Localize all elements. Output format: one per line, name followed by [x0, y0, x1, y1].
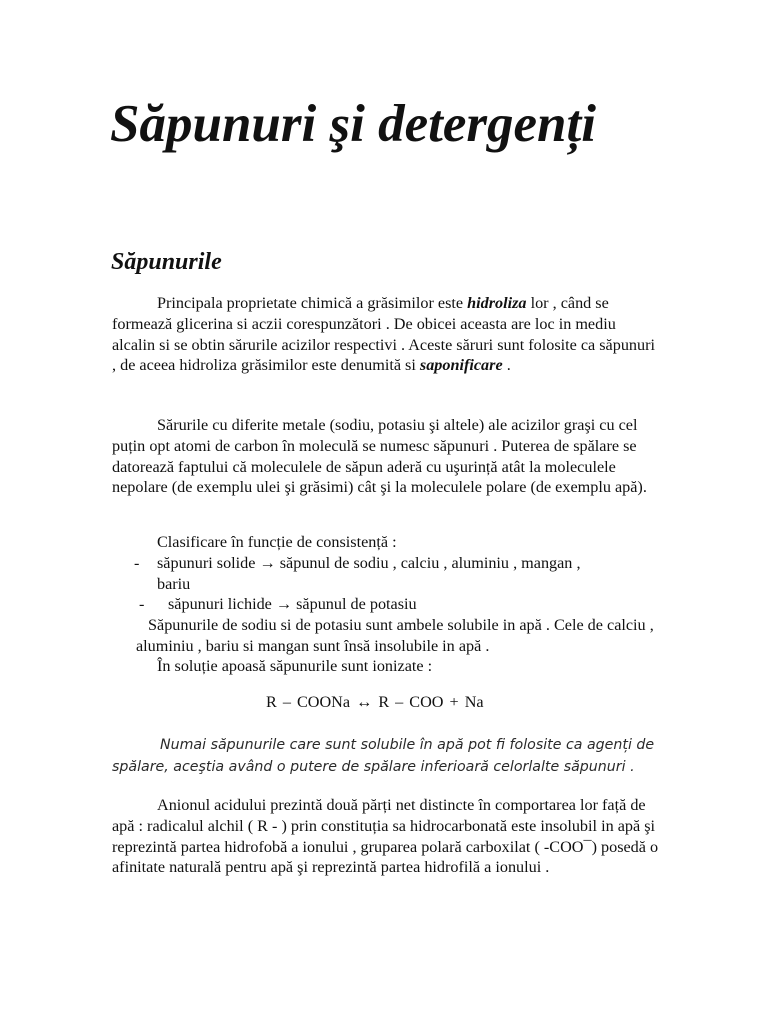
paragraph-soap-definition: Sărurile cu diferite metale (sodiu, potasiu şi altele) ale acizilor graşi cu cel puțin opt atomi de carbon în moleculă se numesc săpunuri . Puterea de spălare se datorează faptului că moleculele de săpun aderă cu uşurință atât la moleculele nepolare (de exemplu ulei şi grăsimi) cât şi la moleculele polare (de exemplu apă). [112, 416, 647, 497]
italic-note: Numai săpunurile care sunt solubile în apă pot fi folosite ca agenți de spălare, aceştia având o putere de spălare inferioară celorlalte săpunuri . [112, 737, 655, 775]
list-item-continuation: bariu [157, 575, 191, 593]
list-bullet: - [139, 595, 145, 613]
emphasis-term: saponificare [419, 356, 503, 375]
paragraph-anion: Anionul acidului prezintă două părți net distincte în comportarea lor față de apă : radicalul alchil ( R - ) prin constituția sa hidrocarbonată este insolubil in apă şi reprezintă partea hidrofobă a ionului , gruparea polară carboxilat ( -COO¯) posedă o afinitate naturală pentru apă şi reprezintă partea hidrofilă a ionului . [112, 796, 659, 877]
emphasis-term: hidroliza [467, 294, 527, 312]
paragraph-hydrolysis [112, 293, 662, 376]
list-item-solid-soaps: săpunuri solide → săpunul de sodiu , calciu , aluminiu , mangan , [157, 554, 581, 572]
paragraph-text: lor , când se formează glicerina si aczii corespunzători . De obicei aceasta are loc in mediu alcalin si se obtin sărurile acizilor respectivi . Aceste săruri sunt folosite ca săpunuri , de aceea hidroliza grăsimilor este denumită si [112, 294, 656, 375]
classification-heading: Clasificare în funcție de consistență : [157, 533, 397, 551]
paragraph-text: Principala proprietate chimică a grăsimilor este [157, 294, 468, 312]
paragraph-text: . [502, 356, 511, 375]
section-title: Săpunurile [111, 249, 222, 275]
page-title: Săpunuri şi detergenți [110, 95, 596, 153]
paragraph-ionization: În soluție apoasă săpunurile sunt ionizate : [157, 657, 433, 675]
paragraph-solubility: Săpunurile de sodiu si de potasiu sunt ambele solubile in apă . Cele de calciu , aluminiu , bariu si mangan sunt însă insolubile in apă . [136, 616, 654, 655]
ionization-equation: R – COONa ↔ R – COO + Na [266, 693, 484, 711]
list-bullet: - [134, 554, 140, 572]
list-item-liquid-soaps: săpunuri lichide → săpunul de potasiu [168, 595, 417, 613]
